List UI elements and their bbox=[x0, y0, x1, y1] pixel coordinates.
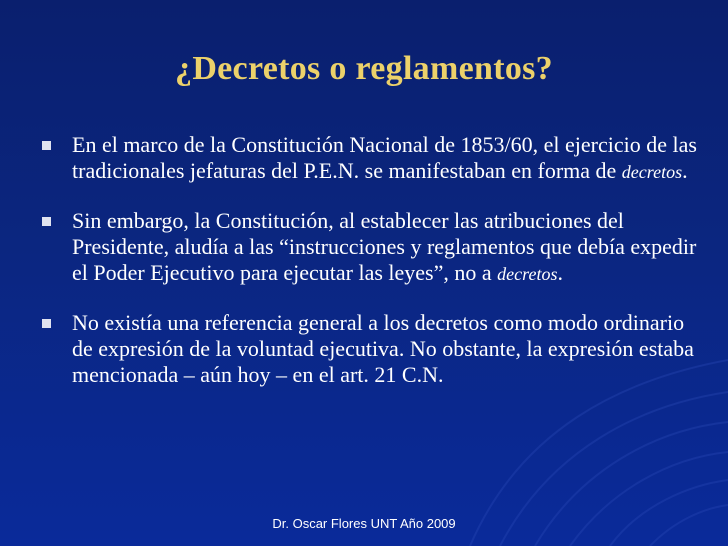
bullet-emphasis: decretos bbox=[621, 162, 683, 182]
slide-footer: Dr. Oscar Flores UNT Año 2009 bbox=[272, 516, 456, 531]
slide-title: ¿Decretos o reglamentos? bbox=[175, 50, 553, 87]
square-bullet-icon bbox=[42, 319, 51, 328]
bullet-list bbox=[38, 132, 698, 411]
bullet-item bbox=[38, 132, 698, 185]
bullet-text: En el marco de la Constitución Nacional de 1853/60, el ejercicio de las tradicionales jefaturas del P.E.N. se manifestaban en forma de bbox=[72, 132, 697, 183]
bullet-text-end: . bbox=[682, 158, 688, 183]
square-bullet-icon bbox=[42, 141, 51, 150]
square-bullet-icon bbox=[42, 217, 51, 226]
bullet-text: No existía una referencia general a los decretos como modo ordinario de expresión de la voluntad ejecutiva. No obstante, la expresión estaba mencionada – aún hoy – en el art. 21 C.N. bbox=[72, 310, 694, 387]
bullet-item bbox=[38, 208, 698, 287]
bullet-item bbox=[38, 310, 698, 388]
bullet-emphasis: decretos bbox=[497, 264, 558, 284]
bullet-text: Sin embargo, la Constitución, al establecer las atribuciones del Presidente, aludía a las “instrucciones y reglamentos que debía expedir el Poder Ejecutivo para ejecutar las leyes”, no a bbox=[72, 208, 697, 285]
bullet-text-end: . bbox=[557, 260, 563, 285]
